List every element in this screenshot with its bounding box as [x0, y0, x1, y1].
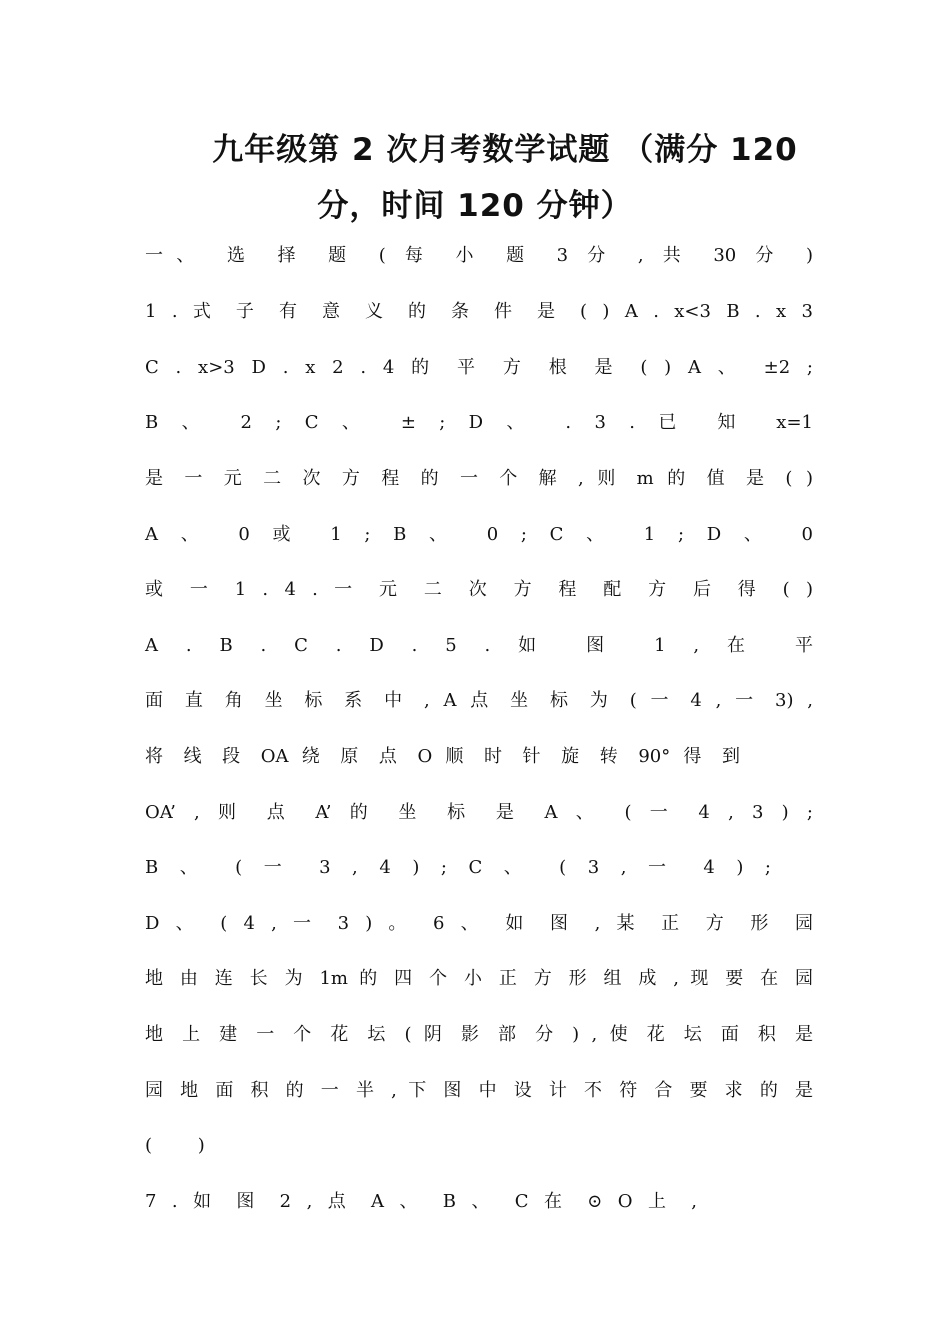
- text-line: A 、 0 或 1 ; B 、 0 ; C 、 1 ; D 、 0: [145, 524, 813, 545]
- section-heading: 一、 选 择 题 ( 每 小 题 3 分 , 共 30 分 ): [145, 245, 813, 266]
- text-line: 园 地 面 积 的 一 半 , 下 图 中 设 计 不 符 合 要 求 的 是: [145, 1080, 813, 1101]
- text-line: 将 线 段 OA 绕 原 点 O 顺 时 针 旋 转 90° 得 到: [145, 746, 740, 767]
- text-line: OA’ , 则 点 A’ 的 坐 标 是 A 、 ( 一 4 , 3 ) ;: [145, 802, 813, 823]
- text-line: B 、 2 ; C 、 ± ; D 、 . 3 . 已 知 x=1: [145, 412, 813, 433]
- exam-title-line2: 分，时间 120 分钟）: [317, 188, 633, 224]
- text-line: C . x>3 D . x 2 . 4 的 平 方 根 是 ( ) A 、 ±2 ;: [145, 357, 813, 378]
- text-line: 地 上 建 一 个 花 坛 ( 阴 影 部 分 ) , 使 花 坛 面 积 是: [145, 1024, 813, 1045]
- text-line: A . B . C . D . 5 . 如 图 1 , 在 平: [145, 635, 813, 656]
- text-line: 7 . 如 图 2 , 点 A 、 B 、 C 在 ⊙ O 上 ,: [145, 1191, 697, 1212]
- text-line: B 、 ( 一 3 , 4 ) ; C 、 ( 3 , 一 4 ) ;: [145, 857, 771, 878]
- text-line: ( ): [145, 1135, 205, 1156]
- exam-title-line1: 九年级第 2 次月考数学试题 （满分 120: [212, 132, 798, 168]
- text-line: 1 . 式 子 有 意 义 的 条 件 是 ( ) A . x<3 B . x 3: [145, 301, 813, 322]
- text-line: 是 一 元 二 次 方 程 的 一 个 解 , 则 m 的 值 是 ( ): [145, 468, 813, 489]
- text-line: 或 一 1 . 4 . 一 元 二 次 方 程 配 方 后 得 ( ): [145, 579, 813, 600]
- text-line: 地 由 连 长 为 1m 的 四 个 小 正 方 形 组 成 , 现 要 在 园: [145, 968, 813, 989]
- text-line: 面 直 角 坐 标 系 中 , A 点 坐 标 为 ( 一 4 , 一 3) ,: [145, 690, 813, 711]
- text-line: D 、 ( 4 , 一 3 ) 。 6 、 如 图 , 某 正 方 形 园: [145, 913, 813, 934]
